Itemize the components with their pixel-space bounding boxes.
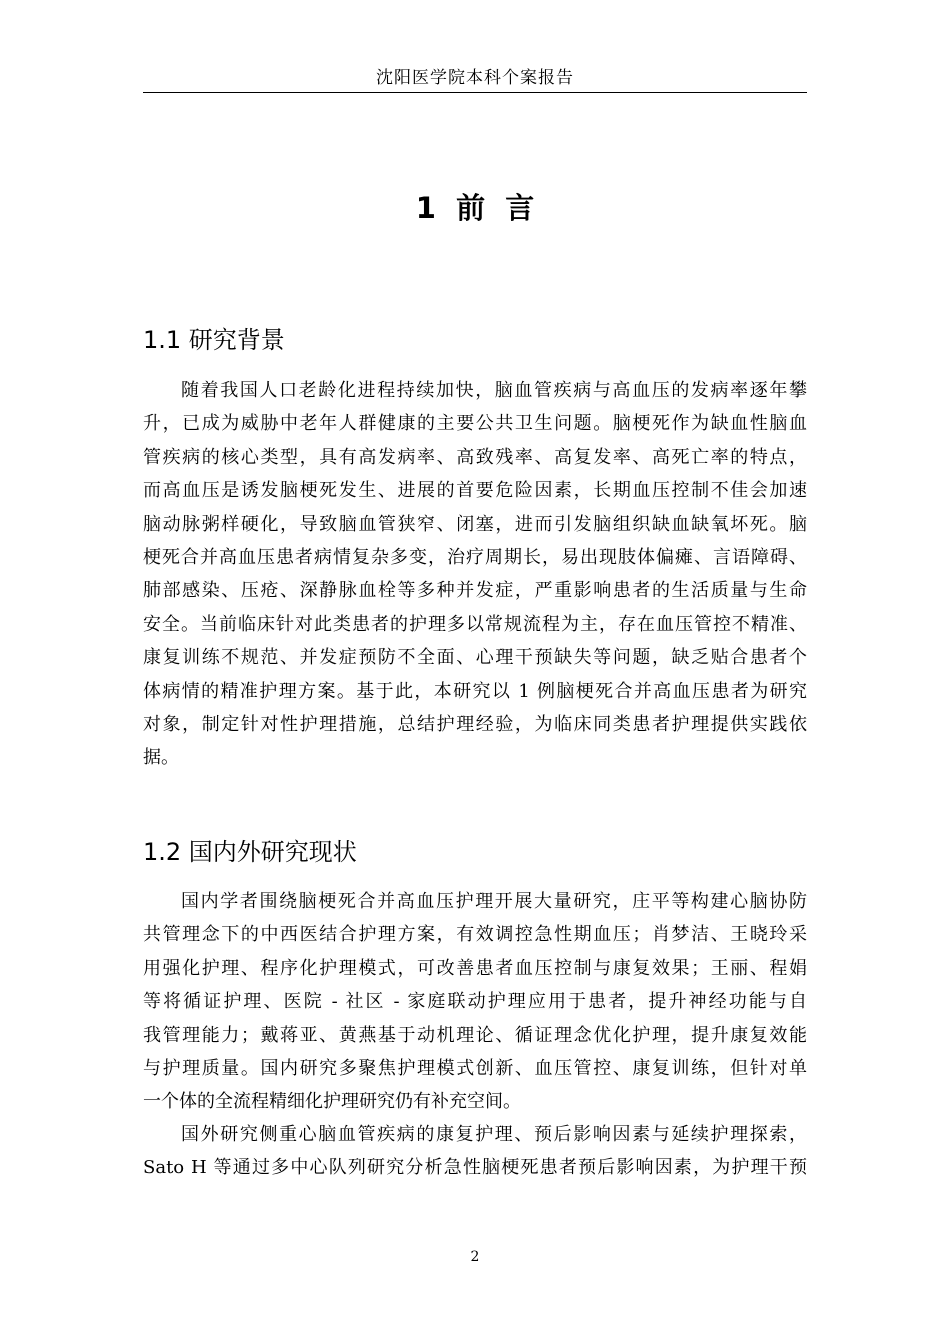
paragraph-line: 与护理质量。国内研究多聚焦护理模式创新、血压管控、康复训练，但针对单	[143, 1057, 807, 1079]
section-heading-1-2: 1.2 国内外研究现状	[143, 838, 357, 866]
paragraph-line: 国外研究侧重心脑血管疾病的康复护理、预后影响因素与延续护理探索，	[181, 1124, 807, 1145]
chapter-title: 1 前 言	[415, 191, 535, 225]
paragraph-line: Sato H 等通过多中心队列研究分析急性脑梗死患者预后影响因素，为护理干预	[143, 1157, 807, 1179]
header-rule	[143, 92, 807, 93]
paragraph-background	[143, 374, 807, 775]
paragraph-line: 用强化护理、程序化护理模式，可改善患者血压控制与康复效果；王丽、程娟	[143, 957, 807, 979]
paragraph-line: 据。	[143, 747, 179, 769]
paragraph-domestic-research	[143, 885, 807, 1119]
paragraph-foreign-research	[143, 1118, 807, 1185]
running-header: 沈阳医学院本科个案报告	[376, 68, 574, 88]
paragraph-line: 肺部感染、压疮、深静脉血栓等多种并发症，严重影响患者的生活质量与生命	[143, 580, 807, 602]
section-heading-1-1: 1.1 研究背景	[143, 326, 285, 354]
paragraph-line: 共管理念下的中西医结合护理方案，有效调控急性期血压；肖梦洁、王晓玲采	[143, 924, 807, 946]
paragraph-line: 国内学者围绕脑梗死合并高血压护理开展大量研究，庄平等构建心脑协防	[181, 891, 807, 912]
page-number: 2	[470, 1249, 480, 1265]
paragraph-line: 随着我国人口老龄化进程持续加快，脑血管疾病与高血压的发病率逐年攀	[181, 380, 807, 401]
paragraph-line: 一个体的全流程精细化护理研究仍有补充空间。	[143, 1091, 521, 1113]
paragraph-line: 我管理能力；戴蒋亚、黄燕基于动机理论、循证理念优化护理，提升康复效能	[143, 1024, 807, 1046]
paragraph-line: 体病情的精准护理方案。基于此，本研究以 1 例脑梗死合并高血压患者为研究	[143, 680, 807, 702]
paragraph-line: 管疾病的核心类型，具有高发病率、高致残率、高复发率、高死亡率的特点，	[143, 446, 807, 468]
paragraph-line: 安全。当前临床针对此类患者的护理多以常规流程为主，存在血压管控不精准、	[143, 613, 807, 635]
paragraph-line: 升，已成为威胁中老年人群健康的主要公共卫生问题。脑梗死作为缺血性脑血	[143, 413, 807, 435]
paragraph-line: 而高血压是诱发脑梗死发生、进展的首要危险因素，长期血压控制不佳会加速	[143, 480, 807, 502]
paragraph-line: 康复训练不规范、并发症预防不全面、心理干预缺失等问题，缺乏贴合患者个	[143, 647, 807, 669]
paragraph-line: 对象，制定针对性护理措施，总结护理经验，为临床同类患者护理提供实践依	[143, 713, 807, 735]
paragraph-line: 脑动脉粥样硬化，导致脑血管狭窄、闭塞，进而引发脑组织缺血缺氧坏死。脑	[143, 513, 807, 535]
paragraph-line: 等将循证护理、医院 - 社区 - 家庭联动护理应用于患者，提升神经功能与自	[143, 991, 807, 1013]
paragraph-line: 梗死合并高血压患者病情复杂多变，治疗周期长，易出现肢体偏瘫、言语障碍、	[143, 546, 807, 568]
